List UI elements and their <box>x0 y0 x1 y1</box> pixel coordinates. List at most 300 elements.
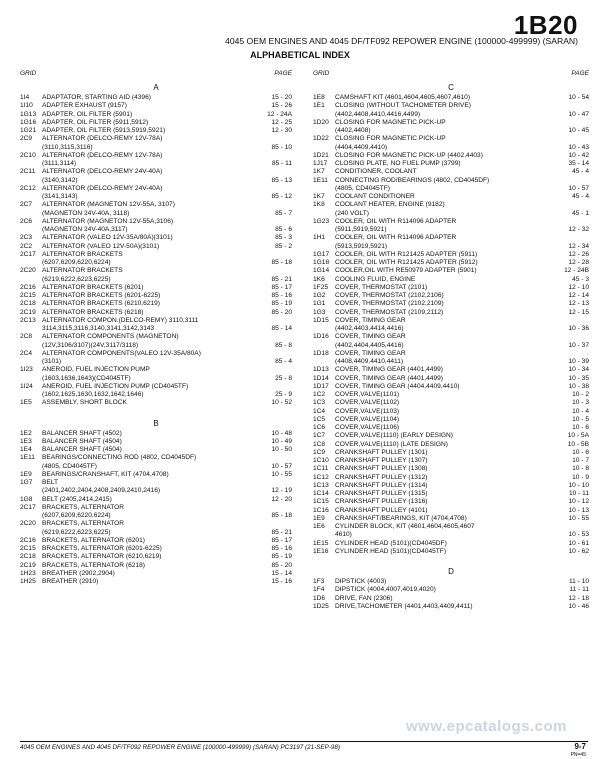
index-code-title: 1B20 <box>513 10 578 40</box>
page-column-label: PAGE <box>274 70 292 77</box>
index-entry <box>20 463 292 471</box>
entry-page: 45 - 4 <box>572 168 589 176</box>
entry-page: 12 - 13 <box>568 300 589 308</box>
entry-page: 10 - 10 <box>568 481 589 489</box>
entry-description: (240 VOLT) <box>335 209 369 217</box>
entry-page <box>559 350 589 358</box>
entry-description: ANEROID, FUEL INJECTION PUMP (CD4045TF) <box>42 382 189 390</box>
entry-grid <box>313 210 335 218</box>
index-entry <box>313 210 589 218</box>
index-entry <box>20 570 292 578</box>
index-entry <box>313 111 589 119</box>
entry-page: 11 - 10 <box>568 578 589 585</box>
index-entry <box>20 226 292 234</box>
entry-page: 10 - 9 <box>572 473 589 481</box>
entry-grid <box>20 259 42 267</box>
entry-description: DRIVE, FAN (2306) <box>335 594 393 602</box>
entry-description: BEARINGS/CONNECTING ROD (4802, CD4045DF) <box>42 454 197 462</box>
entry-grid: 2C2 <box>20 242 33 250</box>
entry-description: ALTERNATOR BRACKETS (6201-6225) <box>42 292 161 299</box>
index-entry <box>20 446 292 454</box>
entry-page: 85 - 3 <box>275 234 292 242</box>
index-entry <box>20 259 292 267</box>
entry-description: (1603,1636,1643)(CD4045TF) <box>42 374 131 382</box>
entry-grid: 2C12 <box>20 184 36 192</box>
index-entry <box>313 317 589 325</box>
index-entry <box>313 160 589 168</box>
entry-description: BRACKETS, ALTERNATOR (6218) <box>42 561 145 569</box>
entry-grid: 1G21 <box>20 127 37 134</box>
entry-grid: 1E5 <box>20 399 32 407</box>
entry-grid <box>313 127 335 135</box>
entry-grid <box>313 243 335 251</box>
index-entry <box>20 292 292 300</box>
index-entry <box>20 430 292 438</box>
entry-page: 12 - 30 <box>271 127 292 134</box>
entry-page: 10 - 62 <box>568 547 589 555</box>
entry-grid: 1E8 <box>313 94 325 101</box>
entry-description: COVER,VALVE(1101) <box>335 391 400 398</box>
entry-page: 85 - 16 <box>271 545 292 552</box>
entry-description: BRACKETS, ALTERNATOR <box>42 503 125 511</box>
entry-page: 85 - 2 <box>275 242 292 250</box>
entry-page: 85 - 13 <box>271 176 292 184</box>
entry-grid: 1C11 <box>313 465 329 473</box>
right-index-column <box>313 70 589 611</box>
entry-page <box>262 333 292 341</box>
entry-grid: 1E6 <box>313 523 325 530</box>
index-entry <box>20 358 292 366</box>
entry-description: (3141,3143) <box>42 193 78 200</box>
entry-description: COOLER, OIL WITH R114096 ADAPTER <box>335 217 457 225</box>
entry-page: 15 - 26 <box>271 102 292 110</box>
entry-grid: 1G8 <box>20 495 33 503</box>
entry-description: CRANKSHAFT/BEARINGS, KIT (4704,4708) <box>335 514 467 522</box>
right-index-body <box>313 82 589 611</box>
entry-page <box>262 366 292 374</box>
entry-page: 85 - 17 <box>271 283 292 291</box>
entry-page: 11 - 11 <box>569 586 589 594</box>
entry-description: (2401,2402,2404,2408,2409,2410,2416) <box>42 487 161 495</box>
index-entry <box>313 342 589 350</box>
entry-grid: 1K6 <box>313 275 325 283</box>
entry-page: 25 - 9 <box>275 391 292 398</box>
entry-page <box>559 135 589 143</box>
entry-grid: 1C6 <box>313 424 326 431</box>
entry-page <box>559 218 589 226</box>
index-entry <box>20 562 292 570</box>
footer-text: 4045 OEM ENGINES AND 4045 DF/TF092 REPOWER ENGINE (100000-499999) (SARAN) PC3197 (21-SEP-98) <box>20 744 340 751</box>
entry-description: (4805, CD4045TF) <box>42 462 97 470</box>
index-entry <box>313 284 589 292</box>
entry-page: 10 - 35 <box>568 374 589 382</box>
index-entry <box>313 408 589 416</box>
entry-page: 85 - 4 <box>275 358 292 365</box>
entry-description: (3140,3142) <box>42 176 78 184</box>
entry-page: 10 - 4 <box>572 407 589 415</box>
entry-description: COOLER,OIL WITH RE50979 ADAPTER (5901) <box>335 267 477 275</box>
index-entry <box>20 383 292 391</box>
index-entry <box>313 300 589 308</box>
page-column-label: PAGE <box>571 70 589 77</box>
entry-page: 10 - 2 <box>572 391 589 398</box>
entry-grid <box>313 325 335 333</box>
entry-description: ADAPTER EXHAUST (9157) <box>42 102 127 110</box>
entry-grid <box>313 226 335 234</box>
entry-page: 10 - 8 <box>572 465 589 473</box>
entry-page: 10 - 7 <box>572 457 589 464</box>
entry-page: 12 - 26 <box>568 250 589 258</box>
entry-grid: 2C15 <box>20 545 36 552</box>
entry-page <box>262 251 292 259</box>
entry-grid: 1C15 <box>313 498 329 506</box>
entry-grid <box>313 531 335 539</box>
index-entry <box>20 399 292 407</box>
index-entry <box>20 375 292 383</box>
entry-description: (6219,6222,6223,6225) <box>42 528 111 536</box>
index-entry <box>20 168 292 176</box>
entry-description: (4805, CD4045TF) <box>335 184 390 192</box>
entry-grid: 1F25 <box>313 283 329 291</box>
index-entry <box>20 553 292 561</box>
entry-grid: 1G23 <box>313 217 330 225</box>
entry-description: (3111,3114) <box>42 160 77 167</box>
index-entry <box>313 391 589 399</box>
entry-description: BRACKETS, ALTERNATOR <box>42 520 125 528</box>
index-entry <box>313 168 589 176</box>
index-entry <box>313 127 589 135</box>
entry-description: CRANKSHAFT PULLEY (1301) <box>335 448 428 456</box>
index-entry <box>20 160 292 168</box>
entry-description: ALTERNATOR BRACKETS (6218) <box>42 308 144 316</box>
entry-page <box>559 234 589 242</box>
index-entry <box>313 603 589 611</box>
entry-description: CRANKSHAFT PULLEY (1308) <box>335 465 428 473</box>
entry-page: 85 - 20 <box>271 561 292 569</box>
entry-grid <box>20 325 42 333</box>
entry-description: DIPSTICK (4003) <box>335 578 387 585</box>
entry-description: CLOSING (WITHOUT TACHOMETER DRIVE) <box>335 102 471 110</box>
entry-page: 10 - 37 <box>568 341 589 349</box>
index-entry <box>20 438 292 446</box>
index-entry <box>313 185 589 193</box>
entry-description: BREATHER (2910) <box>42 578 99 585</box>
index-entry <box>313 267 589 275</box>
entry-grid <box>20 342 42 350</box>
index-entry <box>313 523 589 531</box>
entry-description: COVER, TIMING GEAR <box>335 349 406 357</box>
entry-grid: 2C17 <box>20 503 36 511</box>
entry-description: ALTERNATOR COMPONENTS (MAGNETON) <box>42 333 179 341</box>
left-index-column <box>20 70 292 586</box>
entry-grid: 1G14 <box>313 267 330 275</box>
entry-grid <box>313 358 335 366</box>
entry-grid: 1G1 <box>313 300 326 308</box>
entry-page: 10 - 46 <box>568 602 589 610</box>
entry-description: COVER, THERMOSTAT (2109,2112) <box>335 308 444 316</box>
index-entry <box>313 358 589 366</box>
entry-grid: 1E4 <box>20 446 32 453</box>
entry-page <box>559 317 589 325</box>
index-entry <box>313 309 589 317</box>
entry-page: 10 - 3 <box>572 399 589 407</box>
index-entry <box>313 383 589 391</box>
index-entry <box>20 276 292 284</box>
entry-page: 10 - 55 <box>271 470 292 478</box>
entry-description: COOLER, OIL WITH R114096 ADAPTER <box>335 234 457 242</box>
entry-grid <box>313 144 335 152</box>
entry-description: ALTERNATOR (VALEO 12V-35A/80A)(3101) <box>42 234 173 242</box>
entry-page: 15 - 20 <box>271 94 292 101</box>
entry-grid: 1E11 <box>20 454 35 462</box>
index-entry <box>20 201 292 209</box>
entry-grid: 1D16 <box>313 333 329 341</box>
entry-grid: 2C18 <box>20 553 36 561</box>
entry-description: (MAGNETON 24V-40A, 3118) <box>42 209 130 217</box>
entry-description: ALTERNATOR COMPONENTS(VALEO 12V-35A/80A) <box>42 349 201 357</box>
section-letter: A <box>153 83 159 92</box>
entry-page: 10 - 53 <box>568 531 589 539</box>
entry-page: 85 - 7 <box>275 209 292 217</box>
entry-grid: 1D14 <box>313 374 329 382</box>
entry-description: COVER, TIMING GEAR (4401,4499) <box>335 366 443 374</box>
index-entry <box>20 119 292 127</box>
entry-description: BRACKETS, ALTERNATOR (6201) <box>42 536 145 544</box>
index-entry <box>313 548 589 556</box>
entry-description: BELT (2405,2414,2415) <box>42 495 112 503</box>
index-entry <box>313 507 589 515</box>
entry-grid <box>20 177 42 185</box>
entry-grid: 1E16 <box>313 547 329 555</box>
entry-description: BEARINGS/CRANSHAFT, KIT (4704,4708) <box>42 470 169 478</box>
entry-page: 10 - 48 <box>271 429 292 437</box>
index-entry <box>20 210 292 218</box>
footer-page-number: 9-7 <box>574 742 586 751</box>
entry-description: (3110,3115,3116) <box>42 143 93 151</box>
entry-description: COOLER, OIL WITH R121425 ADAPTER (5911) <box>335 250 478 258</box>
entry-grid: 1G18 <box>313 259 330 266</box>
index-entry <box>20 267 292 275</box>
entry-description: BALANCER SHAFT (4502) <box>42 429 122 437</box>
entry-page: 10 - 45 <box>568 127 589 134</box>
entry-grid: 1I23 <box>20 366 33 374</box>
entry-page: 10 - 12 <box>568 498 589 506</box>
entry-grid <box>20 375 42 383</box>
entry-description: COVER, TIMING GEAR <box>335 333 406 341</box>
entry-description: (5911,5919,5921) <box>335 226 387 233</box>
index-entry <box>20 342 292 350</box>
entry-page: 10 - 6 <box>572 424 589 431</box>
entry-grid: 1C14 <box>313 490 329 497</box>
entry-grid: 1C7 <box>313 432 326 440</box>
entry-page: 12 - 24A <box>267 110 292 118</box>
entry-page: 10 - 34 <box>568 366 589 374</box>
index-entry <box>313 399 589 407</box>
entry-page: 12 - 32 <box>568 226 589 233</box>
entry-page: 85 - 8 <box>275 341 292 349</box>
footer-rule <box>20 741 588 742</box>
entry-description: CLOSING FOR MAGNETIC PICK-UP (4402,4403) <box>335 151 483 159</box>
entry-grid <box>20 358 42 366</box>
entry-page <box>559 201 589 209</box>
entry-page <box>262 504 292 512</box>
entry-page: 85 - 10 <box>271 143 292 151</box>
entry-description: COVER, TIMING GEAR <box>335 316 406 324</box>
index-entry <box>313 482 589 490</box>
entry-page <box>559 177 589 185</box>
index-entry <box>20 144 292 152</box>
index-entry <box>313 193 589 201</box>
entry-grid: 1C16 <box>313 506 329 514</box>
entry-page <box>262 218 292 226</box>
entry-grid: 2C15 <box>20 292 36 299</box>
entry-description: (1602,1625,1630,1632,1642,1646) <box>42 391 144 398</box>
entry-page: 10 - 11 <box>568 490 589 497</box>
entry-description: BALANCER SHAFT (4504) <box>42 446 122 453</box>
entry-grid: 2C9 <box>20 135 33 143</box>
entry-grid <box>20 276 42 284</box>
index-entry <box>20 251 292 259</box>
entry-page: 10 - 36 <box>568 325 589 332</box>
index-entry <box>313 449 589 457</box>
entry-grid: 1I24 <box>20 382 33 390</box>
entry-page <box>262 185 292 193</box>
index-entry <box>313 465 589 473</box>
entry-grid: 2C13 <box>20 316 36 324</box>
section-letter: C <box>448 83 454 92</box>
entry-description: COVER, TIMING GEAR (4401,4499) <box>335 374 443 382</box>
footer-code: PN=45 <box>570 752 586 758</box>
entry-page: 25 - 8 <box>275 374 292 382</box>
entry-description: (4402,4403,4414,4416) <box>335 325 404 332</box>
entry-grid: 1C9 <box>313 448 326 456</box>
entry-page: 12 - 28 <box>568 259 589 266</box>
index-entry <box>20 284 292 292</box>
entry-grid: 1G16 <box>20 118 37 126</box>
entry-page: 10 - 43 <box>568 143 589 151</box>
entry-grid: 1G13 <box>20 110 37 118</box>
entry-description: 3114,3115,3116,3140,3141,3142,3143 <box>42 325 155 332</box>
entry-description: CYLINDER HEAD (5101)(CD4045DF) <box>335 539 447 547</box>
entry-page: 45 - 3 <box>572 275 589 283</box>
entry-page <box>262 350 292 358</box>
index-entry <box>20 471 292 479</box>
entry-page: 10 - 57 <box>271 462 292 470</box>
entry-page <box>262 168 292 176</box>
index-entry <box>20 102 292 110</box>
entry-grid: 1D20 <box>313 118 329 126</box>
entry-grid: 1C3 <box>313 399 326 407</box>
index-entry <box>313 325 589 333</box>
index-entry <box>313 152 589 160</box>
entry-page: 85 - 16 <box>271 292 292 299</box>
entry-description: ALTERNATOR (MAGNETON 12V-55A,3106) <box>42 217 174 225</box>
index-entry <box>313 474 589 482</box>
entry-description: (6207,6209,6220,6224) <box>42 259 111 266</box>
entry-description: CONDITIONER, COOLANT <box>335 168 417 176</box>
entry-description: ADAPTER, OIL FILTER (5913,5919,5921) <box>42 127 166 134</box>
index-entry <box>313 490 589 498</box>
index-entry <box>313 135 589 143</box>
entry-description: (6219,6222,6223,6225) <box>42 275 111 283</box>
index-entry <box>313 350 589 358</box>
index-entry <box>313 276 589 284</box>
entry-grid: 2C20 <box>20 520 36 528</box>
entry-description: CLOSING PLATE, NO FUEL PUMP (3799) <box>335 160 461 167</box>
index-entry <box>313 234 589 242</box>
entry-grid <box>20 487 42 495</box>
entry-page: 15 - 14 <box>271 569 292 577</box>
entry-page: 85 - 21 <box>271 528 292 536</box>
index-entry <box>20 504 292 512</box>
entry-grid: 1E3 <box>20 437 32 445</box>
entry-page: 10 - 49 <box>271 437 292 445</box>
entry-description: ALTERNATOR (DELCO-REMY 12V-78A) <box>42 151 163 159</box>
entry-grid: 1C4 <box>313 407 326 415</box>
entry-page: 10 - 42 <box>568 151 589 159</box>
entry-page: 85 - 12 <box>271 193 292 200</box>
entry-page: 10 - 5 <box>572 415 589 423</box>
entry-page: 85 - 18 <box>271 259 292 266</box>
entry-description: ALTERNATOR BRACKETS (6210,6219) <box>42 300 160 308</box>
entry-grid: 1E9 <box>20 470 32 478</box>
entry-description: ALTERNATOR (VALEO 12V-50A)(3101) <box>42 242 160 250</box>
entry-grid: 1C2 <box>313 391 326 398</box>
index-entry <box>313 586 589 594</box>
entry-description: CONNECTING ROD/BEARINGS (4802, CD4045DF) <box>335 176 490 184</box>
entry-grid: 1I10 <box>20 102 33 110</box>
index-entry <box>20 309 292 317</box>
entry-description: DRIVE,TACHOMETER (4401,4403,4409,4411) <box>335 602 473 610</box>
entry-grid: 1D25 <box>313 602 329 610</box>
entry-page: 10 - 39 <box>568 358 589 365</box>
entry-grid: 2C10 <box>20 151 36 159</box>
entry-page: 12 - 10 <box>568 283 589 291</box>
index-entry <box>313 416 589 424</box>
entry-grid <box>20 193 42 201</box>
entry-grid <box>313 342 335 350</box>
watermark-text: www.epcatalogs.com <box>406 718 567 735</box>
entry-grid: 1D22 <box>313 135 329 143</box>
entry-description: (5913,5919,5921) <box>335 242 388 250</box>
index-entry <box>313 540 589 548</box>
entry-grid: 1H23 <box>20 569 36 577</box>
entry-grid: 1E9 <box>313 514 325 522</box>
index-entry <box>20 529 292 537</box>
entry-page: 15 - 16 <box>271 578 292 585</box>
entry-description: CRANKSHAFT PULLEY (4101) <box>335 506 428 514</box>
index-entry <box>313 595 589 603</box>
entry-grid: 2C19 <box>20 561 36 569</box>
entry-description: ALTERNATOR BRACKETS (6201) <box>42 283 144 291</box>
entry-description: (4402,4408,4410,4416,4499) <box>335 110 421 118</box>
entry-grid <box>20 144 42 152</box>
entry-grid: 2C20 <box>20 267 36 275</box>
entry-description: BRACKETS, ALTERNATOR (6201-6225) <box>42 545 162 552</box>
entry-grid: 1G2 <box>313 292 326 299</box>
index-entry <box>20 135 292 143</box>
entry-description: COVER, THERMOSTAT (2102,2109) <box>335 300 444 308</box>
entry-grid: 2C16 <box>20 536 36 544</box>
entry-page <box>262 267 292 275</box>
index-entry <box>20 545 292 553</box>
entry-description: CRANKSHAFT PULLEY (1316) <box>335 498 428 506</box>
entry-description: COVER, TIMING GEAR (4404,4409,4410) <box>335 382 460 390</box>
entry-grid: 2C6 <box>20 217 33 225</box>
entry-description: BREATHER (2902,2904) <box>42 569 115 577</box>
entry-description: ALTERNATOR (DELCO-REMY 12V-78A) <box>42 135 163 143</box>
index-entry <box>313 119 589 127</box>
